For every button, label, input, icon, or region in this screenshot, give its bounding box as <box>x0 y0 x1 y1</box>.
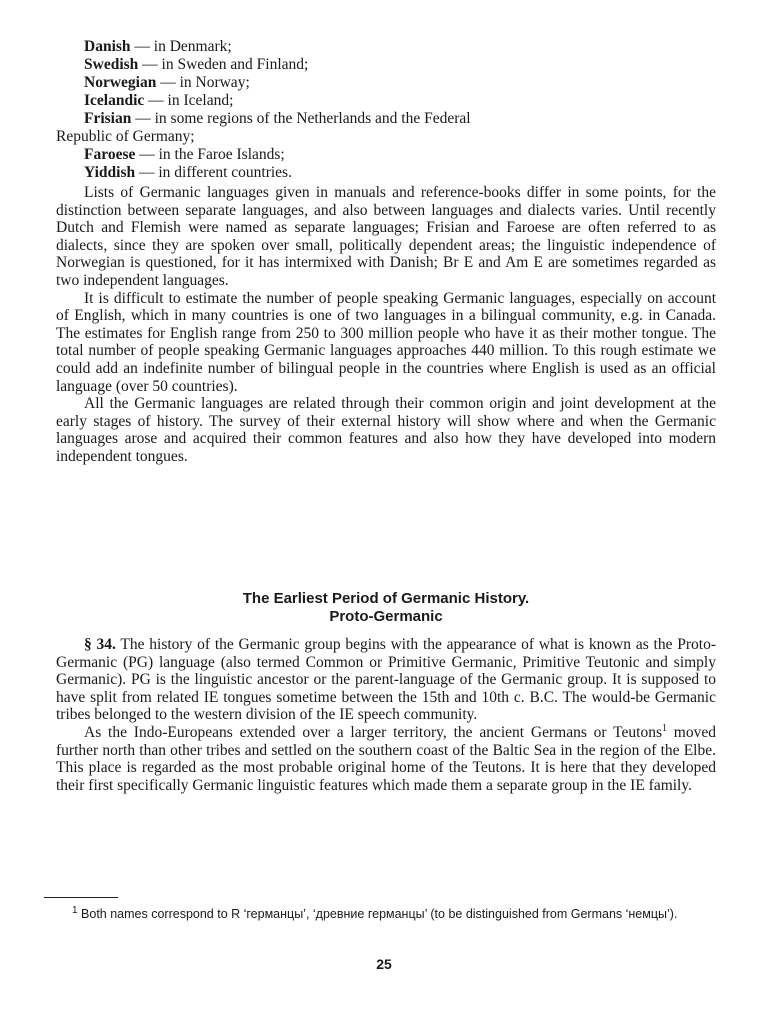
section-heading <box>56 590 716 626</box>
language-name: Swedish <box>84 56 139 73</box>
list-item <box>56 74 716 92</box>
language-name: Icelandic <box>84 92 145 109</box>
language-name: Danish <box>84 38 131 55</box>
body-text-upper <box>56 184 716 466</box>
paragraph-text: moved further north than other tribes and settled on the southern coast of the Baltic Sea in the region of the Elbe. This place is regarded as the most probable original home of the Teutons. It is here that they developed their first specifically Germanic linguistic features which made them a separate group in the IE family. <box>56 723 716 794</box>
language-region-continued: Republic of Germany; <box>56 128 195 145</box>
section-number: § 34. <box>84 636 116 653</box>
paragraph: It is difficult to estimate the number of people speaking Germanic languages, especially on account of English, which in many countries is one of two languages in a bilingual community, e.g. in Canada. The estimates for English range from 250 to 300 million people who have it as their mother tongue. The total number of people speaking Germanic languages approaches 440 million. To this rough estimate we could add an indefinite number of bilingual people in the countries where English is used as an official language (over 50 countries). <box>56 289 716 395</box>
footnote-marker: 1 <box>661 722 667 734</box>
language-list <box>56 38 716 182</box>
footnote-number: 1 <box>72 904 78 916</box>
language-region: — in Sweden and Finland; <box>138 56 309 73</box>
body-text-lower <box>56 636 716 794</box>
paragraph <box>56 724 716 794</box>
footnote-text: Both names correspond to R ‘германцы’, ‘древние германцы’ (to be distinguished from Germans ‘немцы’). <box>77 907 678 921</box>
language-name: Norwegian <box>84 74 157 91</box>
language-region: — in Iceland; <box>144 92 234 109</box>
list-item <box>56 56 716 74</box>
language-region: — in the Faroe Islands; <box>135 146 285 163</box>
language-region: — in Norway; <box>156 74 250 91</box>
paragraph: Lists of Germanic languages given in manuals and reference-books differ in some points, for the distinction between separate languages, and also between languages and dialects varies. Until recently Dutch and Flemish were named as separate languages; Frisian and Faroese are often referred to as dialects, since they are spoken over small, politically dependent areas; the linguistic independence of Norwegian is questioned, for it has intermixed with Danish; Br E and Am E are sometimes regarded as two independent languages. <box>56 184 716 289</box>
list-item <box>56 146 716 164</box>
language-region: — in different countries. <box>135 164 292 181</box>
list-item <box>56 164 716 182</box>
paragraph-text: The history of the Germanic group begins with the appearance of what is known as the Proto-Germanic (PG) language (also termed Common or Primitive Germanic, Primitive Teutonic and simply Germanic). PG is the linguistic ancestor or the parent-language of the Germanic group. It is supposed to have split from related IE tongues sometime between the 15th and 10th c. B.C. The would-be Germanic tribes belonged to the western division of the IE speech community. <box>56 636 716 724</box>
page-number: 25 <box>376 956 392 972</box>
section-heading-line1: The Earliest Period of Germanic History. <box>242 590 530 607</box>
language-name: Frisian <box>84 110 132 127</box>
list-item <box>56 92 716 110</box>
paragraph <box>56 636 716 724</box>
section-heading-line2: Proto-Germanic <box>329 608 443 625</box>
list-item <box>56 38 716 56</box>
list-item <box>56 110 716 146</box>
footnote <box>44 904 716 922</box>
language-region: — in some regions of the Netherlands and the Federal <box>131 110 471 127</box>
paragraph-text: As the Indo-Europeans extended over a larger territory, the ancient Germans or Teutons <box>84 723 662 741</box>
language-name: Faroese <box>84 146 136 163</box>
language-name: Yiddish <box>84 164 136 181</box>
paragraph: All the Germanic languages are related through their common origin and joint development at the early stages of history. The survey of their external history will show where and when the Germanic languages arose and acquired their common features and also how they have developed into modern independent tongues. <box>56 395 716 465</box>
footnote-rule <box>44 897 118 898</box>
language-region: — in Denmark; <box>130 38 232 55</box>
